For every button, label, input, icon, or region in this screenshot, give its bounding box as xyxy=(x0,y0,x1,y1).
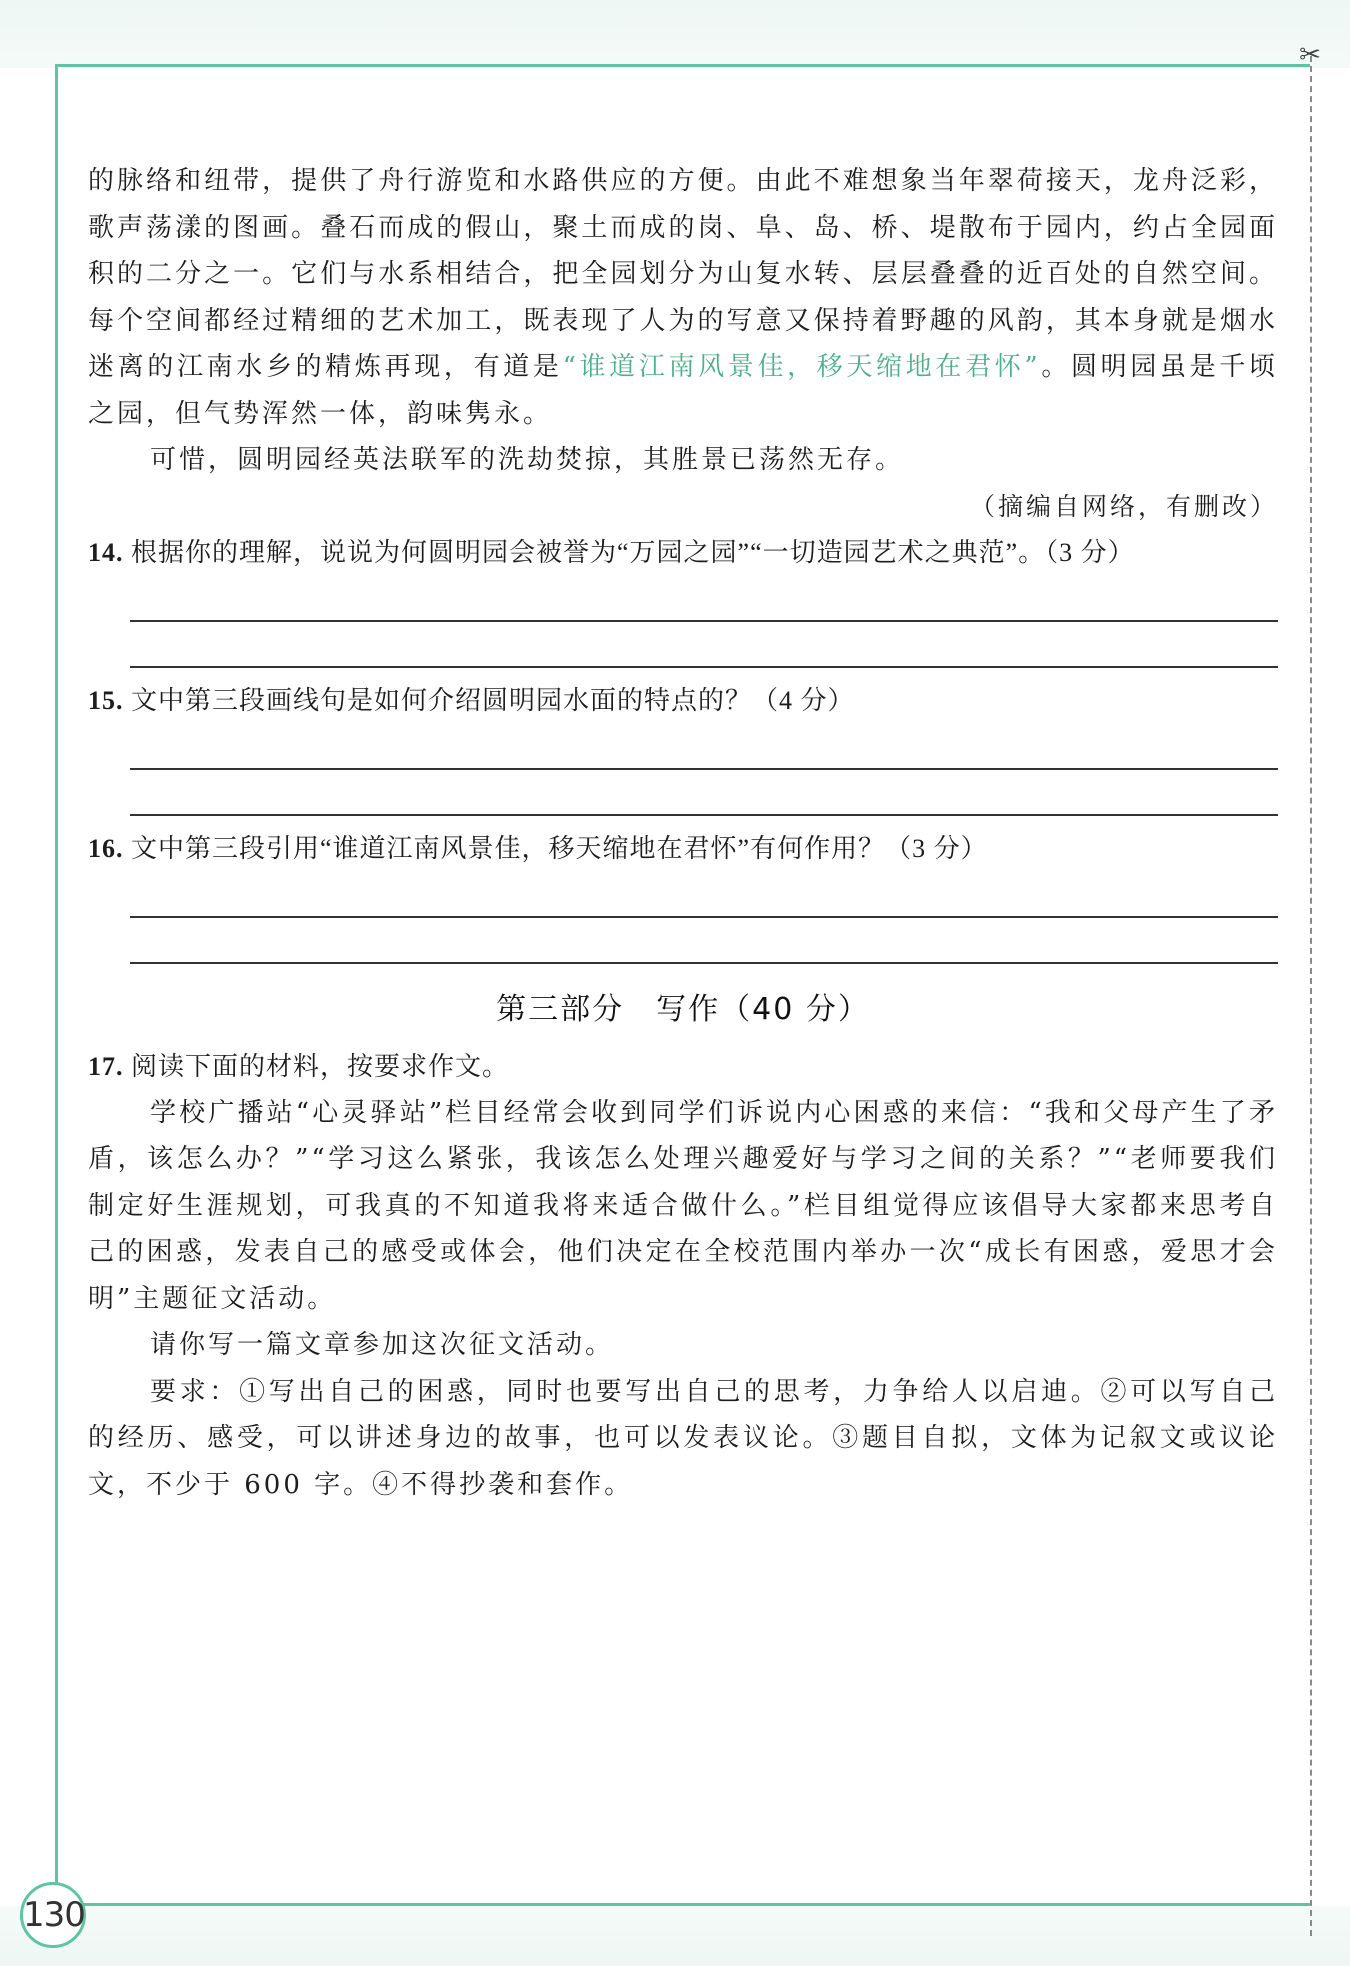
top-margin-band xyxy=(0,0,1350,68)
scissors-icon: ✂ xyxy=(1299,40,1321,70)
writing-material: 学校广播站“心灵驿站”栏目经常会收到同学们诉说内心困惑的来信：“我和父母产生了矛盾，该怎么办？”“学习这么紧张，我该怎么处理兴趣爱好与学习之间的关系？”“老师要我们制定好生涯规划，可我真的不知道我将来适合做什么。”栏目组觉得应该倡导大家都来思考自己的困惑，发表自己的感受或体会，他们决定在全校范围内举办一次“成长有困惑，爱思才会明”主题征文活动。 xyxy=(88,1097,1278,1314)
answer-line[interactable] xyxy=(130,770,1278,816)
answer-line[interactable] xyxy=(130,576,1278,622)
answer-line[interactable] xyxy=(130,622,1278,668)
question-16 xyxy=(88,826,1278,964)
question-text: 阅读下面的材料，按要求作文。 xyxy=(131,1051,510,1081)
page-number: 130 xyxy=(20,1882,86,1948)
section-title-writing: 第三部分 写作（40 分） xyxy=(496,991,870,1027)
writing-instruction: 请你写一篇文章参加这次征文活动。 xyxy=(150,1330,615,1360)
source-note: （摘编自网络，有删改） xyxy=(969,491,1278,521)
reading-closing-paragraph: 可惜，圆明园经英法联军的洗劫焚掠，其胜景已荡然无存。 xyxy=(150,445,905,475)
paragraph-text-before-quote: 的脉络和纽带，提供了舟行游览和水路供应的方便。由此不难想象当年翠荷接天，龙舟泛彩，歌声荡漾的图画。叠石而成的假山，聚土而成的岗、阜、岛、桥、堤散布于园内，约占全园面积的二分之一。它们与水系相结合，把全园划分为山复水转、层层叠叠的近百处的自然空间。每个空间都经过精细的艺术加工，既表现了人为的写意又保持着野趣的风韵，其本身就是烟水迷离的江南水乡的精炼再现，有道是 xyxy=(88,166,1278,382)
cut-along-dashed-line xyxy=(1310,56,1312,1936)
question-14 xyxy=(88,530,1278,668)
question-15 xyxy=(88,678,1278,816)
answer-line[interactable] xyxy=(130,724,1278,770)
frame-top-border xyxy=(56,64,1310,67)
question-number: 15. xyxy=(88,685,124,715)
bottom-margin-band xyxy=(0,1906,1350,1966)
paragraph-text-after-quote: 。圆明园虽是千顷之园，但气势浑然一体，韵味隽永。 xyxy=(88,352,1278,429)
question-text: 根据你的理解，说说为何圆明园会被誉为“万园之园”“一切造园艺术之典范”。（3 分） xyxy=(131,537,1135,567)
question-text: 文中第三段画线句是如何介绍圆明园水面的特点的？（4 分） xyxy=(131,685,855,715)
highlighted-quote: “谁道江南风景佳，移天缩地在君怀” xyxy=(562,352,1041,382)
answer-line[interactable] xyxy=(130,872,1278,918)
answer-line[interactable] xyxy=(130,918,1278,964)
question-number: 16. xyxy=(88,833,124,863)
page-content xyxy=(88,158,1278,1508)
frame-left-border xyxy=(55,64,58,1894)
question-number: 17. xyxy=(88,1051,124,1081)
question-17 xyxy=(88,1044,1278,1509)
question-text: 文中第三段引用“谁道江南风景佳，移天缩地在君怀”有何作用？（3 分） xyxy=(131,833,988,863)
reading-paragraph-continued xyxy=(88,158,1278,437)
question-number: 14. xyxy=(88,537,124,567)
writing-requirements: 要求：①写出自己的困惑，同时也要写出自己的思考，力争给人以启迪。②可以写自己的经历、感受，可以讲述身边的故事，也可以发表议论。③题目自拟，文体为记叙文或议论文，不少于 600 字。④不得抄袭和套作。 xyxy=(88,1376,1278,1500)
